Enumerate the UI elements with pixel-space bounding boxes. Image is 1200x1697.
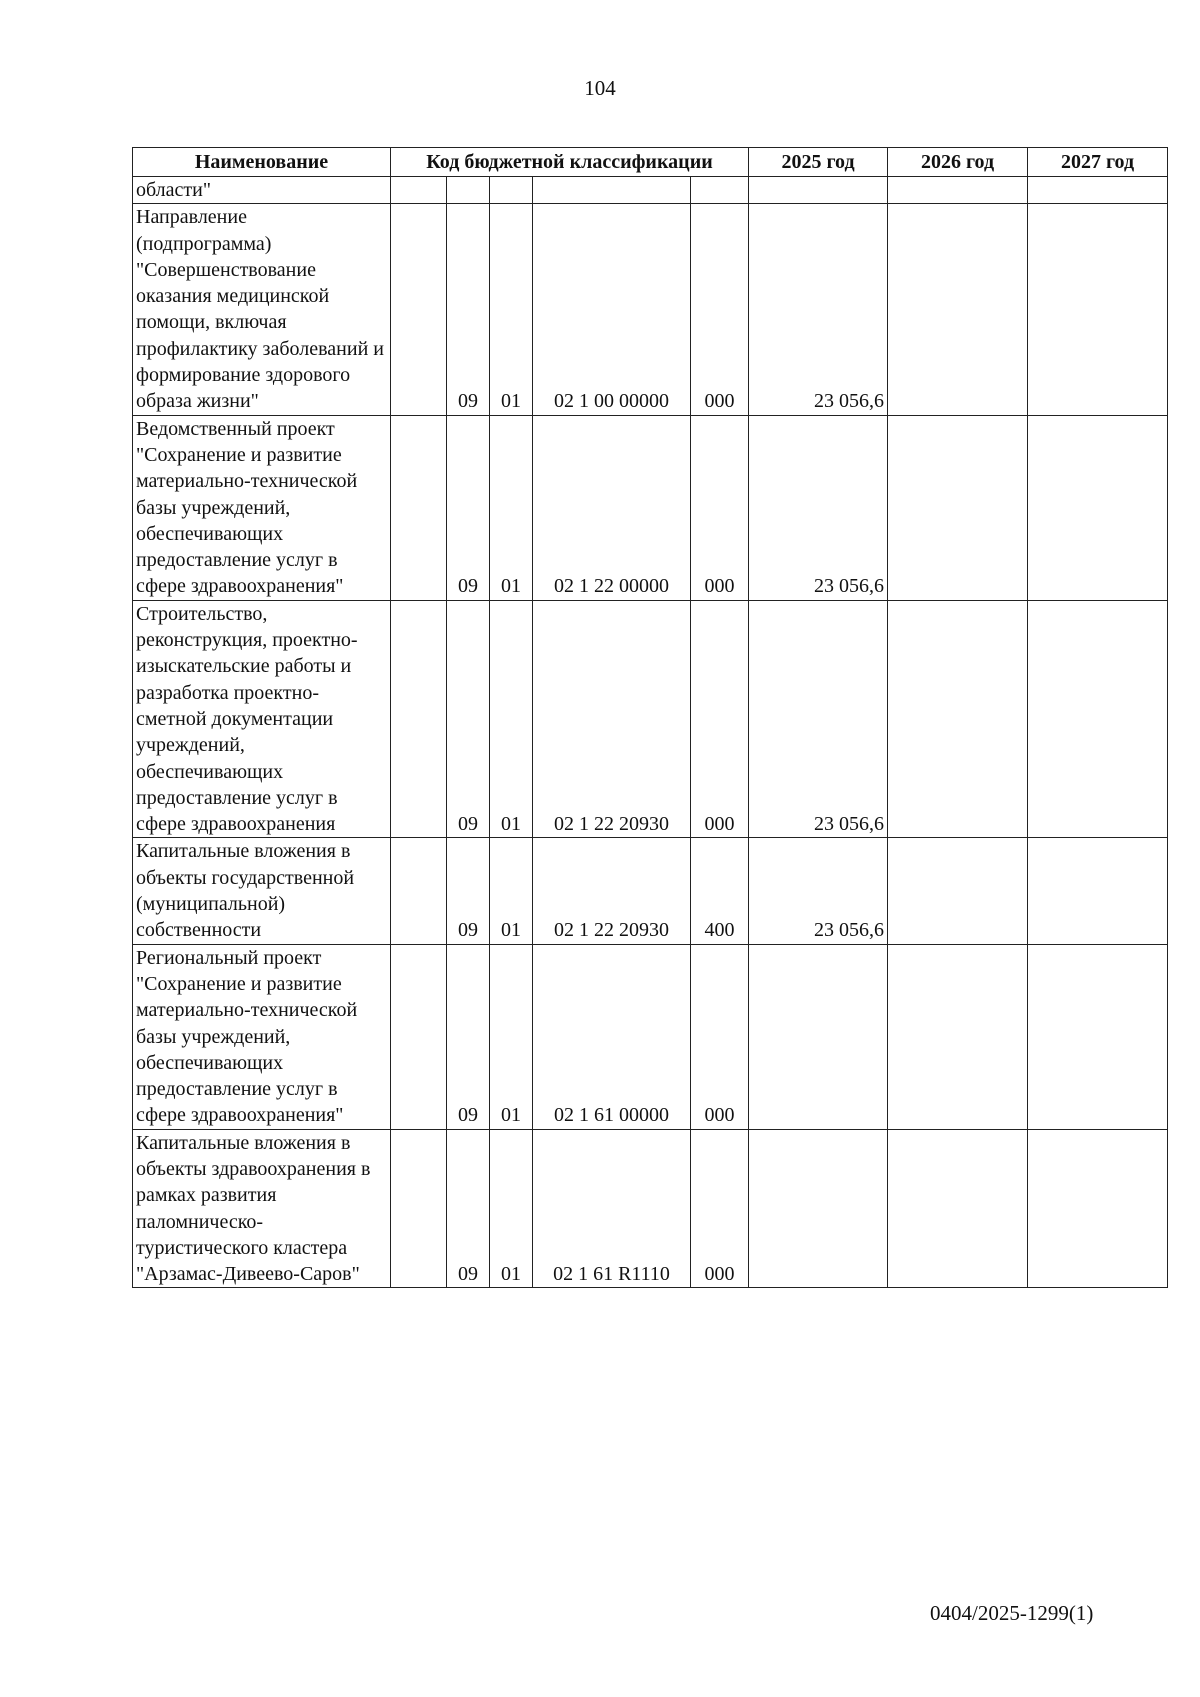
row-code-1	[391, 1129, 447, 1288]
header-name: Наименование	[133, 148, 391, 177]
row-value-2025	[749, 944, 888, 1129]
row-code-1	[391, 944, 447, 1129]
row-code-1	[391, 415, 447, 600]
row-code-subsection: 01	[490, 204, 533, 415]
row-code-type: 000	[691, 204, 749, 415]
budget-table	[132, 147, 1168, 1288]
row-code-subsection: 01	[490, 944, 533, 1129]
row-code-section: 09	[447, 204, 490, 415]
row-code-subsection	[490, 177, 533, 204]
row-name: Направление (подпрограмма) "Совершенствование оказания медицинской помощи, включая профилактику заболеваний и формирование здорового образа жизни"	[133, 204, 391, 415]
table-row	[133, 1129, 1168, 1288]
row-code-1	[391, 600, 447, 838]
row-value-2025	[749, 1129, 888, 1288]
header-code: Код бюджетной классификации	[391, 148, 749, 177]
row-value-2027	[1028, 838, 1168, 944]
row-code-subsection: 01	[490, 1129, 533, 1288]
row-code-subsection: 01	[490, 415, 533, 600]
row-value-2026	[888, 1129, 1028, 1288]
row-value-2027	[1028, 600, 1168, 838]
table-row	[133, 600, 1168, 838]
row-name: области"	[133, 177, 391, 204]
row-value-2026	[888, 177, 1028, 204]
table-row	[133, 204, 1168, 415]
row-name: Региональный проект "Сохранение и развитие материально-технической базы учреждений, обеспечивающих предоставление услуг в сфере здравоохранения"	[133, 944, 391, 1129]
row-value-2026	[888, 838, 1028, 944]
row-code-type: 000	[691, 1129, 749, 1288]
row-name: Капитальные вложения в объекты здравоохранения в рамках развития паломническо-туристического кластера "Арзамас-Дивеево-Саров"	[133, 1129, 391, 1288]
row-code-1	[391, 177, 447, 204]
row-code-target: 02 1 22 20930	[533, 600, 691, 838]
table-row	[133, 944, 1168, 1129]
row-code-1	[391, 838, 447, 944]
header-2027: 2027 год	[1028, 148, 1168, 177]
row-name: Капитальные вложения в объекты государственной (муниципальной) собственности	[133, 838, 391, 944]
row-value-2025: 23 056,6	[749, 838, 888, 944]
row-code-target: 02 1 61 R1110	[533, 1129, 691, 1288]
document-registration-code: 0404/2025-1299(1)	[930, 1601, 1094, 1625]
row-name: Строительство, реконструкция, проектно-изыскательские работы и разработка проектно-сметной документации учреждений, обеспечивающих предоставление услуг в сфере здравоохранения	[133, 600, 391, 838]
row-code-section: 09	[447, 944, 490, 1129]
row-code-section: 09	[447, 838, 490, 944]
row-code-type: 000	[691, 600, 749, 838]
table-row	[133, 838, 1168, 944]
table-row	[133, 415, 1168, 600]
row-code-type	[691, 177, 749, 204]
row-value-2027	[1028, 204, 1168, 415]
header-2026: 2026 год	[888, 148, 1028, 177]
row-code-type: 000	[691, 415, 749, 600]
table-row	[133, 177, 1168, 204]
table-header-row	[133, 148, 1168, 177]
row-code-type: 000	[691, 944, 749, 1129]
row-value-2025: 23 056,6	[749, 415, 888, 600]
row-value-2027	[1028, 1129, 1168, 1288]
row-value-2025: 23 056,6	[749, 600, 888, 838]
row-name: Ведомственный проект "Сохранение и развитие материально-технической базы учреждений, обеспечивающих предоставление услуг в сфере здравоохранения"	[133, 415, 391, 600]
row-code-section: 09	[447, 415, 490, 600]
row-value-2026	[888, 204, 1028, 415]
row-value-2025	[749, 177, 888, 204]
row-value-2025: 23 056,6	[749, 204, 888, 415]
row-code-section	[447, 177, 490, 204]
row-value-2026	[888, 600, 1028, 838]
row-code-target: 02 1 22 00000	[533, 415, 691, 600]
row-code-target: 02 1 00 00000	[533, 204, 691, 415]
row-value-2027	[1028, 944, 1168, 1129]
row-value-2026	[888, 415, 1028, 600]
row-code-target: 02 1 61 00000	[533, 944, 691, 1129]
row-value-2026	[888, 944, 1028, 1129]
row-code-section: 09	[447, 1129, 490, 1288]
header-2025: 2025 год	[749, 148, 888, 177]
row-code-section: 09	[447, 600, 490, 838]
row-code-target	[533, 177, 691, 204]
row-code-subsection: 01	[490, 600, 533, 838]
row-code-target: 02 1 22 20930	[533, 838, 691, 944]
row-code-1	[391, 204, 447, 415]
row-value-2027	[1028, 415, 1168, 600]
row-code-type: 400	[691, 838, 749, 944]
page-number: 104	[584, 76, 616, 100]
row-value-2027	[1028, 177, 1168, 204]
row-code-subsection: 01	[490, 838, 533, 944]
